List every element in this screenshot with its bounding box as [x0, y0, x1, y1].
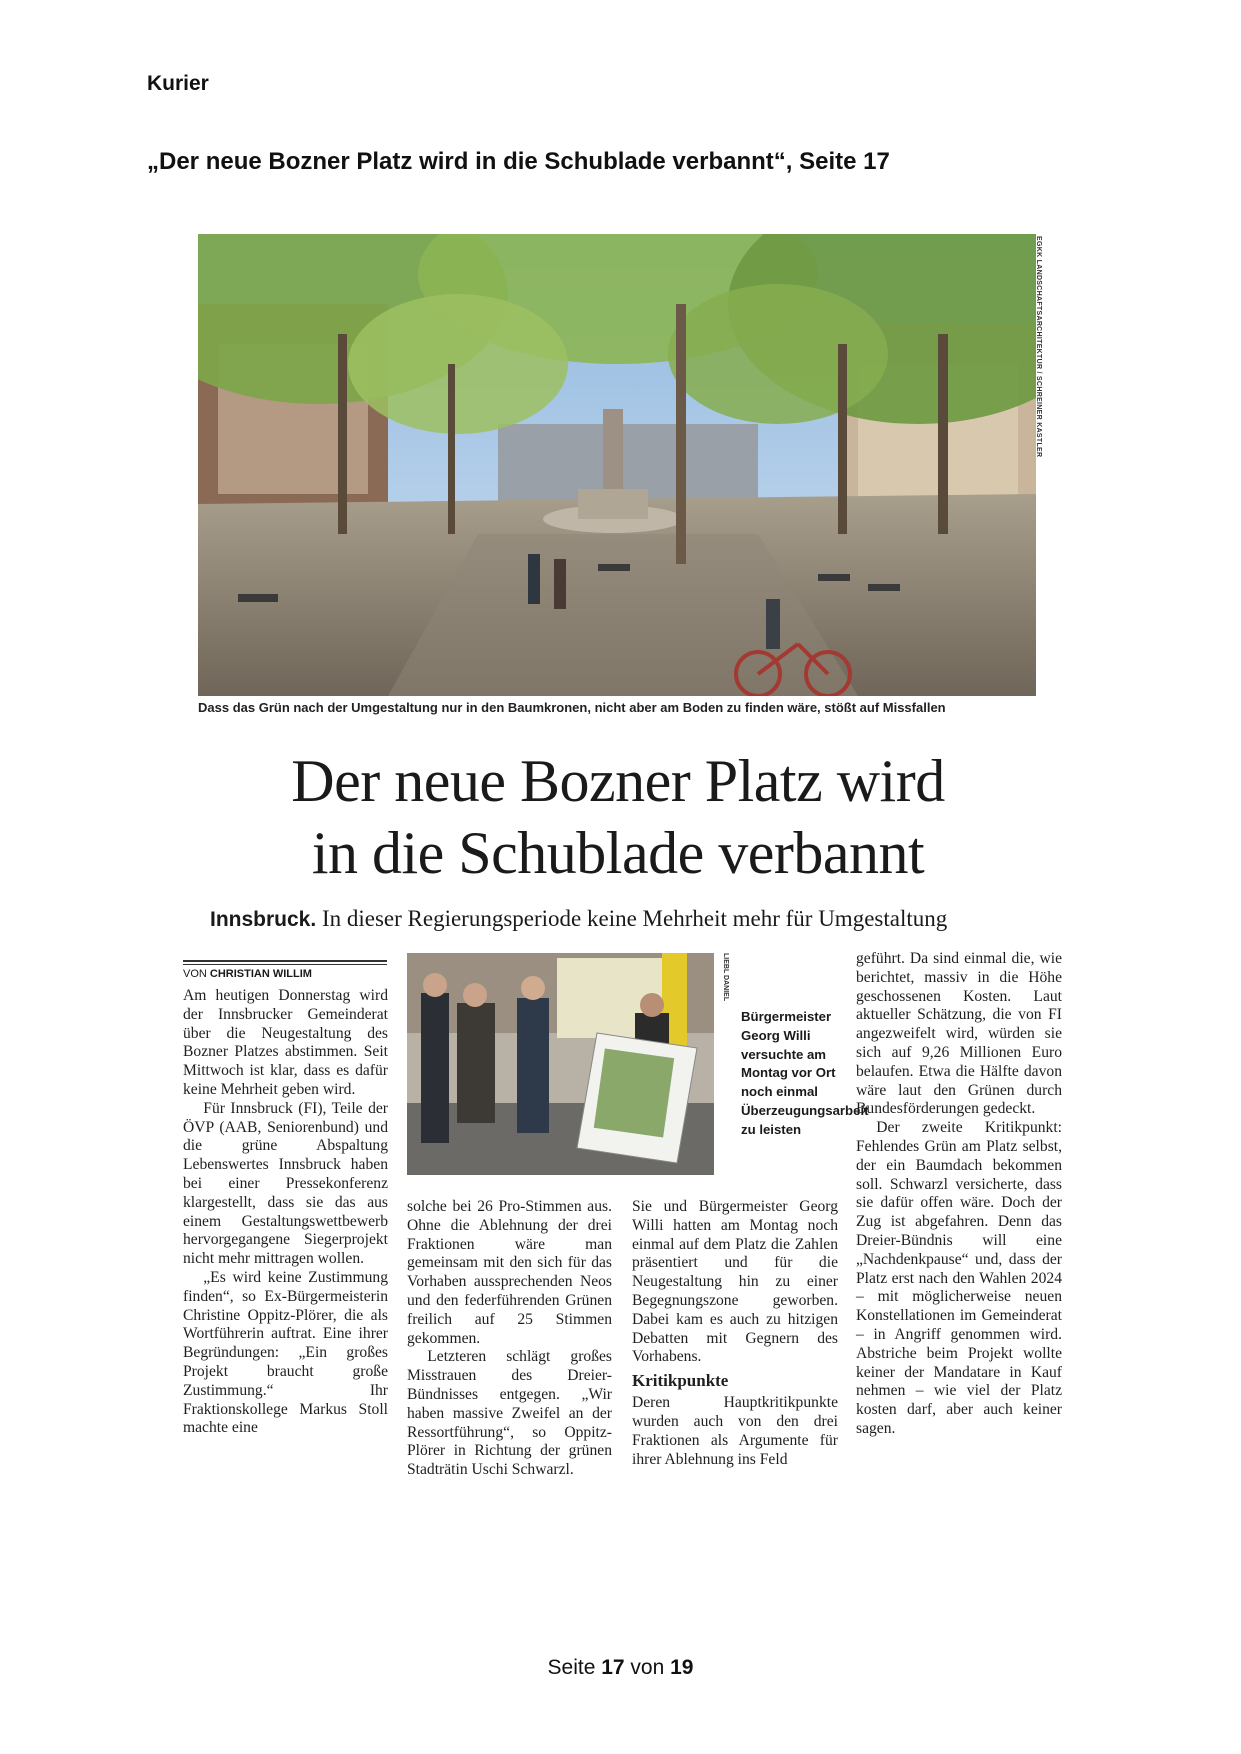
source-name: Kurier — [147, 72, 209, 95]
article-column-3 — [632, 1198, 838, 1469]
hero-caption: Dass das Grün nach der Umgestaltung nur in den Baumkronen, nicht aber am Boden zu finden wäre, stößt auf Missfallen — [198, 700, 946, 715]
paragraph: Der zweite Kritikpunkt: Fehlendes Grün am Platz selbst, der ein Baumdach bekommen soll. Schwarzl versicherte, dass sie dafür offen wäre. Doch der Zug ist abgefahren. Denn das Dreier-Bündnis will eine „Nachdenkpause“ und, dass der Platz erst nach den Wahlen 2024 – mit möglicherweise neuen Konstellationen im Gemeinderat – in Angriff genommen wird. Abstriche beim Projekt wollte keiner der Mandatare in Kauf nehmen – wie viel der Platz kosten darf, aber auch keiner sagen. — [856, 1119, 1062, 1437]
byline-rule — [183, 960, 387, 965]
mayor-photo-credit: LIEBL DANIEL — [722, 953, 729, 1002]
location-kicker: Innsbruck. — [210, 908, 317, 931]
hero-photo-credit: EGKK LANDSCHAFTSARCHITEKTUR / SCHREINER KASTLER — [1035, 236, 1042, 458]
paragraph: Am heutigen Donnerstag wird der Innsbrucker Gemeinderat über die Neugestaltung des Bozner Platzes abstimmen. Seit Mittwoch ist klar, dass es dafür keine Mehrheit geben wird. — [183, 987, 388, 1098]
article-headline — [198, 745, 1038, 889]
subhead-text: In dieser Regierungsperiode keine Mehrheit mehr für Umgestaltung — [321, 906, 948, 931]
document-title: „Der neue Bozner Platz wird in die Schublade verbannt“, Seite 17 — [147, 148, 890, 175]
headline-line-1: Der neue Bozner Platz wird — [291, 748, 945, 814]
paragraph: Deren Hauptkritikpunkte wurden auch von den drei Fraktionen als Argumente für ihrer Ablehnung ins Feld — [632, 1394, 838, 1468]
paragraph: Für Innsbruck (FI), Teile der ÖVP (AAB, Seniorenbund) und die grüne Abspaltung Lebenswertes Innsbruck haben bei einer Pressekonferenz klargestellt, dass sie das aus einem Gestaltungswettbewerb hervorgegangene Siegerprojekt nicht mehr mittragen wollen. — [183, 1099, 388, 1268]
paragraph: geführt. Da sind einmal die, wie berichtet, massiv in die Höhe geschossenen Kosten. Laut aktueller Schätzung, die von FI angezweifelt wird, würden sie sich auf 9,26 Millionen Euro belaufen. Etwa die Hälfte davon wäre laut den Grünen durch Bundesförderungen gedeckt. — [856, 950, 1062, 1118]
paragraph: Letzteren schlägt großes Misstrauen des Dreier-Bündnisses entgegen. „Wir haben massive Zweifel an der Ressortführung“, so Oppitz-Plörer in Richtung der grünen Stadträtin Uschi Schwarzl. — [407, 1348, 612, 1479]
paragraph: „Es wird keine Zustimmung finden“, so Ex-Bürgermeisterin Christine Oppitz-Plörer, die als Wortführerin auftrat. Eine ihrer Begründungen: „Ein großes Projekt braucht große Zustimmung.“ Ihr Fraktionskollege Markus Stoll machte eine — [183, 1268, 388, 1437]
mayor-photo — [407, 953, 714, 1175]
article-column-2 — [407, 1198, 612, 1480]
article-column-4 — [856, 950, 1062, 1439]
footer-middle: von — [624, 1656, 671, 1679]
headline-line-2: in die Schublade verbannt — [311, 820, 925, 886]
article-subhead — [210, 906, 1030, 932]
mayor-photo-caption: Bürgermeister Georg Willi versuchte am Montag vor Ort noch einmal Überzeugungsarbeit zu leisten — [741, 1009, 869, 1137]
total-page-number: 19 — [670, 1656, 694, 1679]
byline-prefix: VON — [183, 968, 210, 980]
footer-prefix: Seite — [547, 1656, 602, 1679]
current-page-number: 17 — [601, 1656, 625, 1679]
paragraph: Sie und Bürgermeister Georg Willi hatten am Montag noch einmal auf dem Platz die Zahlen präsentiert und für die Neugestaltung hin zu einer Begegnungszone geworben. Dabei kam es auch zu hitzigen Debatten mit Gegnern des Vorhabens. — [632, 1198, 838, 1366]
hero-photo — [198, 234, 1036, 696]
byline — [183, 960, 387, 980]
section-subheading: Kritikpunkte — [632, 1371, 729, 1391]
page-footer — [0, 1656, 1241, 1680]
byline-author: CHRISTIAN WILLIM — [209, 968, 312, 980]
paragraph: solche bei 26 Pro-Stimmen aus. Ohne die Ablehnung der drei Fraktionen wäre man gemeinsam mit den sich für das Vorhaben aussprechenden Neos und den federführenden Grünen freilich auf 25 Stimmen gekommen. — [407, 1198, 612, 1347]
article-column-1 — [183, 987, 388, 1438]
